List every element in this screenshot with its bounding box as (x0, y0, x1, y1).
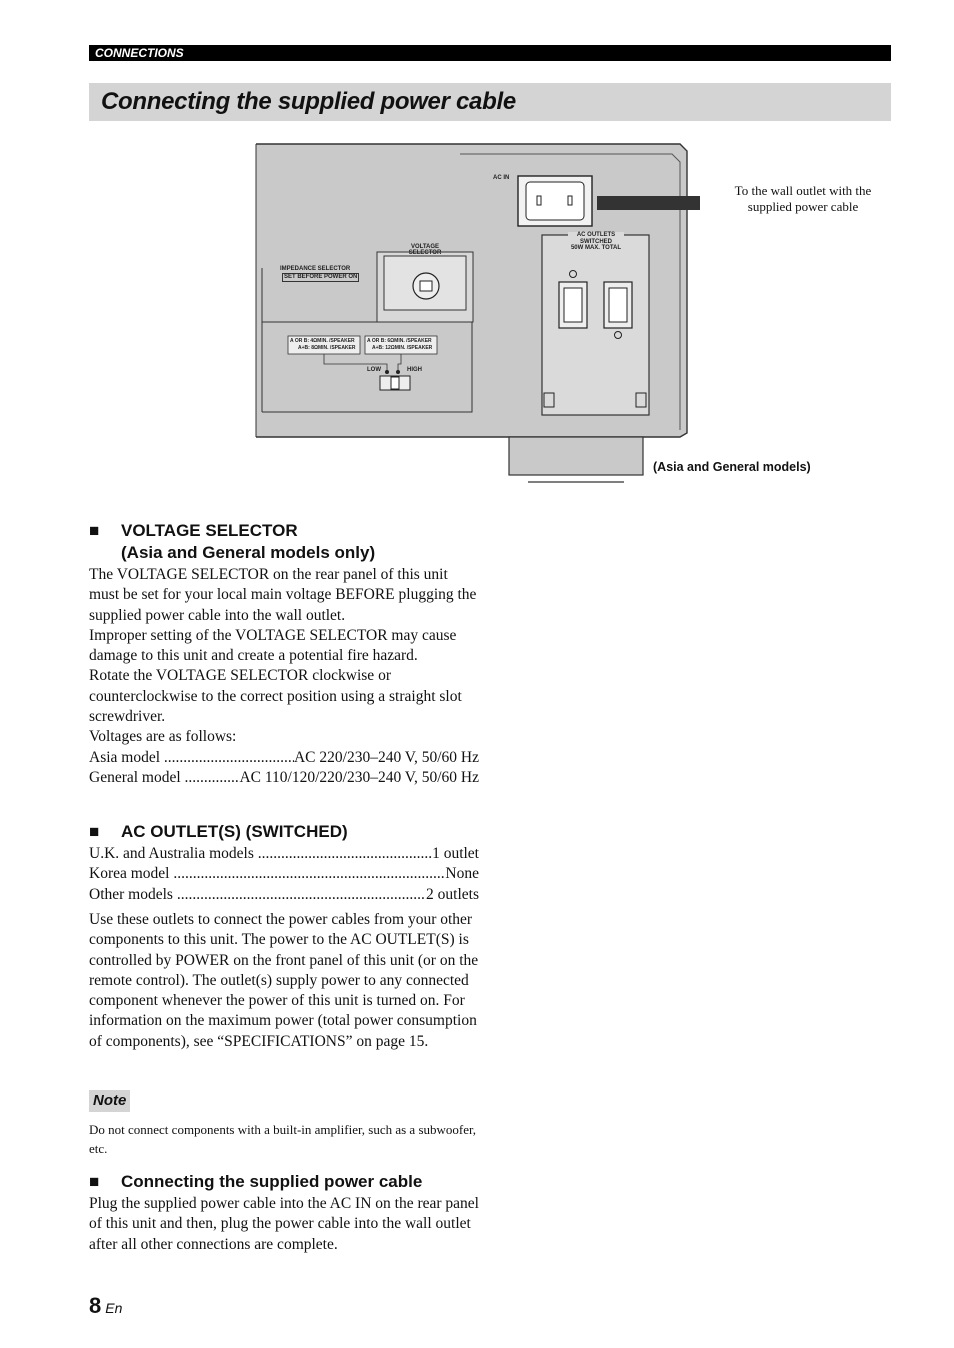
set-before-power-on-label: SET BEFORE POWER ON (284, 274, 358, 280)
ac-outlets-label-3: 50W MAX. TOTAL (570, 245, 622, 251)
outlet-row-other: Other models ..... 2 outlets (89, 885, 479, 905)
section-label: CONNECTIONS (95, 46, 184, 60)
title-band (89, 83, 891, 121)
voltage-selector-body: The VOLTAGE SELECTOR on the rear panel of this unit must be set for your local main voltage BEFORE plugging the supplied power cable into the wall outlet. Improper setting of the VOLTAGE SELECTOR may cause damage to this unit and create a potential fire hazard. Rotate the VOLTAGE SELECTOR clockwise or counterclockwise to the correct position using a straight slot screwdriver. Voltages are as follows: Asia model ..... AC 220/230–240 V, 50/60 Hz General model ..... AC 110/120/220/230–240 V, 50/60 Hz (89, 565, 479, 788)
voltage-selector-label-1: VOLTAGE (410, 244, 440, 250)
voltage-row-asia: Asia model ..... AC 220/230–240 V, 50/60 Hz (89, 748, 479, 768)
wall-outlet-callout: To the wall outlet with the supplied power cable (734, 183, 872, 214)
outlet-row-korea: Korea model ..... None (89, 864, 479, 884)
section-header-bar (89, 45, 891, 61)
impedance-low-line-2: A+B: 8ΩMIN. /SPEAKER (298, 345, 356, 351)
ac-outlets-label-1: AC OUTLETS (568, 232, 624, 239)
outlet-row-uk: U.K. and Australia models ..... 1 outlet (89, 844, 479, 864)
high-label: HIGH (407, 367, 422, 373)
ac-outlets-label-2: SWITCHED (580, 239, 612, 245)
bullet-square-icon: ■ (89, 822, 100, 841)
rear-panel-figure (250, 140, 700, 490)
low-label: LOW (367, 367, 381, 373)
impedance-high-line-2: A+B: 12ΩMIN. /SPEAKER (372, 345, 433, 351)
ac-in-label: AC IN (493, 175, 510, 181)
note-text: Do not connect components with a built-in amplifier, such as a subwoofer, etc. (89, 1122, 477, 1156)
ac-outlets-body: Use these outlets to connect the power cables from your other components to this unit. The power to the AC OUTLET(S) is controlled by POWER on the front panel of this unit (or on the remote control). The outlet(s) supply power to any connected component whenever the power of this unit is turned on. For information on the maximum power (total power consumption of components), see “SPECIFICATIONS” on page 15. (89, 911, 479, 1050)
page-title: Connecting the supplied power cable (101, 88, 516, 115)
voltage-selector-label-2: SELECTOR (408, 250, 442, 256)
ac-outlets-heading: ■ AC OUTLET(S) (SWITCHED) (89, 822, 348, 841)
models-note: (Asia and General models) (653, 460, 811, 474)
impedance-low-line-1: A OR B: 4ΩMIN. /SPEAKER (290, 338, 355, 344)
rear-panel-drawing (250, 140, 700, 490)
note-label: Note (89, 1090, 130, 1112)
bullet-square-icon: ■ (89, 1172, 100, 1191)
voltage-selector-heading: ■ VOLTAGE SELECTOR (Asia and General models only) (89, 521, 376, 562)
impedance-high-line-1: A OR B: 6ΩMIN. /SPEAKER (367, 338, 432, 344)
impedance-selector-label: IMPEDANCE SELECTOR (280, 266, 351, 272)
power-cable-heading: ■ Connecting the supplied power cable (89, 1172, 423, 1191)
power-cable-body: Plug the supplied power cable into the AC IN on the rear panel of this unit and then, plug the power cable into the wall outlet after all other connections are complete. (89, 1195, 479, 1253)
voltage-row-general: General model ..... AC 110/120/220/230–240 V, 50/60 Hz (89, 768, 479, 788)
bullet-square-icon: ■ (89, 521, 100, 540)
ac-outlets-counts (89, 844, 479, 905)
page-number: 8 En (89, 1293, 123, 1318)
